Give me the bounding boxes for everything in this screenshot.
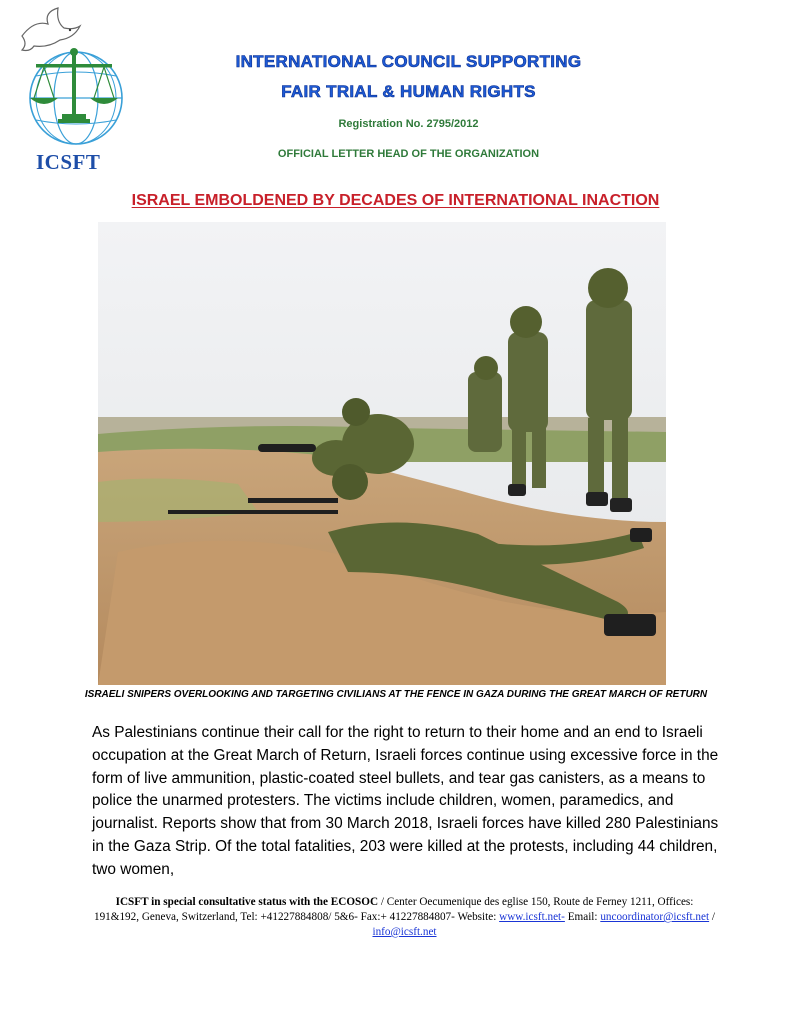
office-address: / Center Oecumenique des eglise 150, Route de Ferney 1211, Offices: 191&192, Geneva, Switzerland, Tel: +41227884808/ 5&6- Fax:+ 41227884807- Website: <box>93 896 694 923</box>
email-separator: / <box>709 911 716 923</box>
letterhead-footer <box>92 895 717 940</box>
article-paragraph: As Palestinians continue their call for the right to return to their home and an end to Israeli occupation at the Great March of Return, Israeli forces continue using excessive force in the form of live ammunition, plastic-coated steel bullets, and tear gas canisters, as a means to police the unarmed protesters. The victims include children, women, paramedics, and journalist. Reports show that from 30 March 2018, Israeli forces have killed 280 Palestinians in the Gaza Strip. Of the total fatalities, 203 were killed at the protests, including 44 children, two women, <box>92 724 719 878</box>
website-link[interactable]: www.icsft.net- <box>499 911 565 923</box>
organization-name-line1: INTERNATIONAL COUNCIL SUPPORTING <box>235 52 582 71</box>
logo-wordmark: ICSFT <box>36 150 101 174</box>
dove-icon <box>22 8 80 51</box>
logo-graphic <box>14 6 134 156</box>
email-link-uncoordinator[interactable]: uncoordinator@icsft.net <box>600 911 710 923</box>
organization-name-line2: FAIR TRIAL & HUMAN RIGHTS <box>281 82 536 101</box>
email-link-info[interactable]: info@icsft.net <box>372 926 437 938</box>
article-headline: ISRAEL EMBOLDENED BY DECADES OF INTERNATIONAL INACTION <box>131 192 660 209</box>
letterhead-note: OFFICIAL LETTER HEAD OF THE ORGANIZATION <box>277 148 540 160</box>
photo-caption: ISRAELI SNIPERS OVERLOOKING AND TARGETING CIVILIANS AT THE FENCE IN GAZA DURING THE GREAT MARCH OF RETURN <box>84 689 708 700</box>
consultative-status: ICSFT in special consultative status with the ECOSOC <box>115 896 379 908</box>
article-body <box>92 722 732 882</box>
registration-number: Registration No. 2795/2012 <box>338 118 479 130</box>
article-photo <box>98 222 666 685</box>
email-label: Email: <box>564 911 601 923</box>
